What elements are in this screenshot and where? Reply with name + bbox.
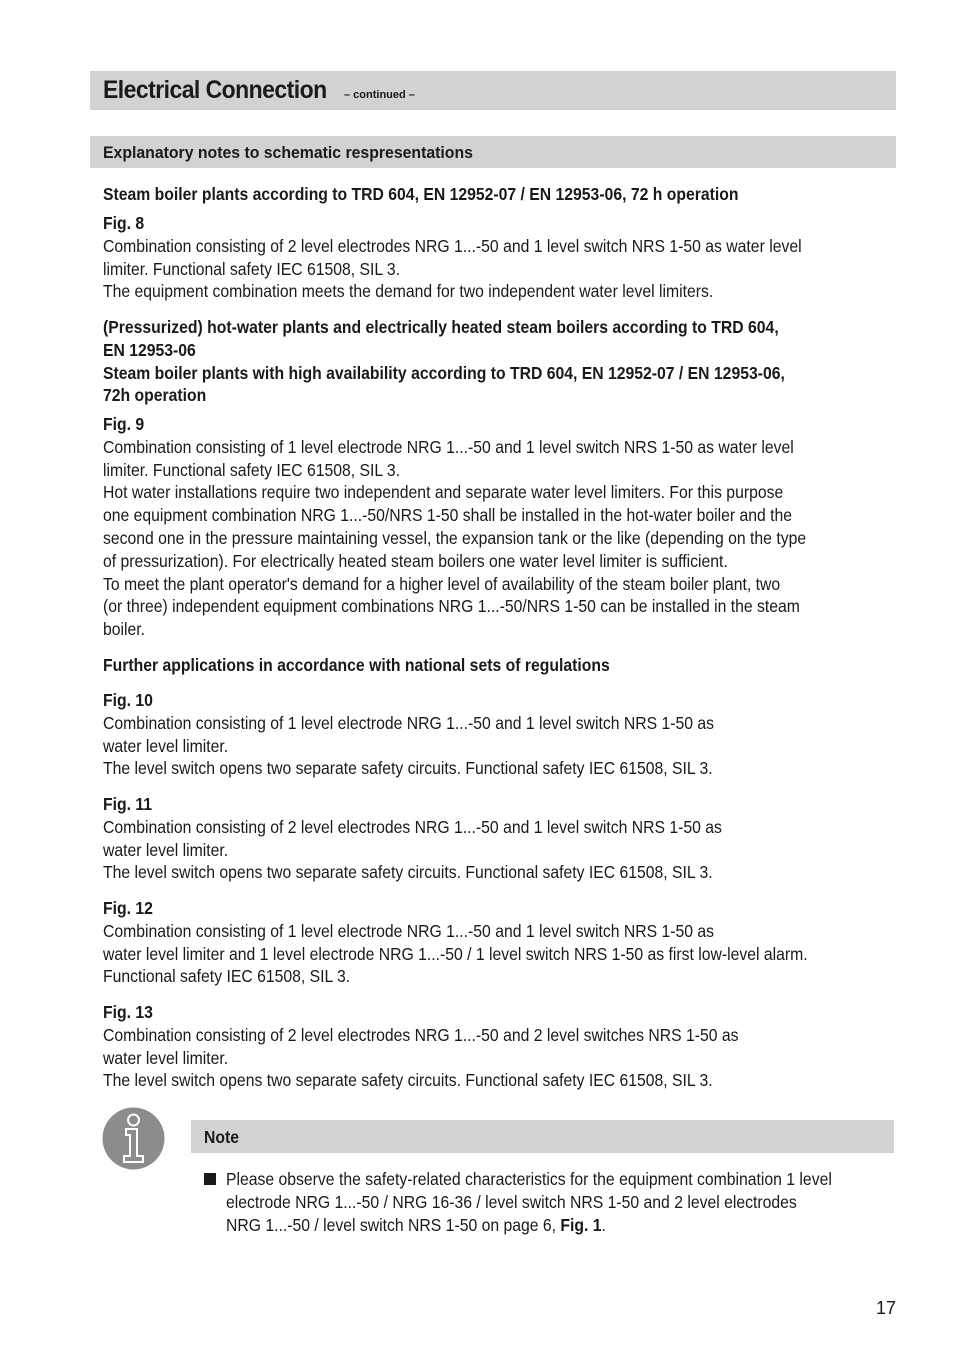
body-line: Combination consisting of 1 level electrode NRG 1...-50 and 1 level switch NRS 1-50 as water level	[103, 436, 794, 457]
note-bar	[191, 1120, 894, 1153]
block-heading: Further applications in accordance with national sets of regulations	[103, 655, 610, 675]
fig-label: Fig. 9	[103, 414, 145, 434]
page-title: Electrical Connection	[103, 76, 327, 104]
block-fig-13	[103, 1001, 882, 1092]
bullet-square-icon	[204, 1173, 216, 1185]
block-heading: Steam boiler plants with high availability according to TRD 604, EN 12952-07 / EN 12953-06,	[103, 362, 785, 383]
fig-label: Fig. 12	[103, 898, 153, 918]
note-line-text: NRG 1...-50 / level switch NRS 1-50 on page 6,	[226, 1214, 561, 1235]
block-further-applications	[103, 654, 882, 677]
body-line: Combination consisting of 1 level electrode NRG 1...-50 and 1 level switch NRS 1-50 as	[103, 920, 715, 941]
body-line: water level limiter.	[103, 839, 229, 860]
fig-reference: Fig. 1	[560, 1214, 602, 1235]
body-line: of pressurization). For electrically heated steam boilers one water level limiter is sufficient.	[103, 550, 728, 571]
header-bar	[90, 71, 896, 110]
body-line: water level limiter and 1 level electrode NRG 1...-50 / 1 level switch NRS 1-50 as first low-level alarm.	[103, 943, 808, 964]
body-line: To meet the plant operator's demand for a higher level of availability of the steam boiler plant, two	[103, 573, 781, 594]
body-line: The level switch opens two separate safety circuits. Functional safety IEC 61508, SIL 3.	[103, 862, 713, 883]
body-line: (or three) independent equipment combinations NRG 1...-50/NRS 1-50 can be installed in the steam	[103, 596, 800, 617]
note-line	[226, 1214, 892, 1237]
page-subtitle: – continued –	[344, 89, 415, 101]
section-bar	[90, 136, 896, 168]
note-title: Note	[204, 1127, 240, 1147]
body-line: limiter. Functional safety IEC 61508, SIL 3.	[103, 459, 401, 480]
block-fig-8	[103, 212, 882, 303]
block-heading: (Pressurized) hot-water plants and electrically heated steam boilers according to TRD 604,	[103, 317, 779, 337]
body-line: Combination consisting of 2 level electrodes NRG 1...-50 and 1 level switch NRS 1-50 as	[103, 816, 722, 837]
block-fig-11	[103, 793, 882, 884]
body-line: Combination consisting of 2 level electrodes NRG 1...-50 and 2 level switches NRS 1-50 as	[103, 1024, 739, 1045]
body-line: water level limiter.	[103, 1047, 229, 1068]
section-title: Explanatory notes to schematic respresentations	[103, 143, 473, 162]
body-line: boiler.	[103, 619, 146, 640]
body-line: The level switch opens two separate safety circuits. Functional safety IEC 61508, SIL 3.	[103, 758, 713, 779]
block-heading: EN 12953-06	[103, 339, 196, 360]
body-line: Combination consisting of 2 level electrodes NRG 1...-50 and 1 level switch NRS 1-50 as water level	[103, 235, 802, 256]
info-icon	[102, 1107, 165, 1170]
body-line: Functional safety IEC 61508, SIL 3.	[103, 966, 351, 987]
block-fig-10	[103, 689, 882, 780]
block-steam-boiler-72h	[103, 183, 882, 206]
block-heading: Steam boiler plants according to TRD 604, EN 12952-07 / EN 12953-06, 72 h operation	[103, 184, 739, 204]
note-line: electrode NRG 1...-50 / NRG 16-36 / level switch NRS 1-50 and 2 level electrodes	[226, 1191, 797, 1212]
body-line: second one in the pressure maintaining vessel, the expansion tank or the like (depending on the type	[103, 527, 807, 548]
body-line: Combination consisting of 1 level electrode NRG 1...-50 and 1 level switch NRS 1-50 as	[103, 712, 715, 733]
block-hot-water-headings	[103, 316, 882, 407]
body-line: water level limiter.	[103, 735, 229, 756]
fig-label: Fig. 10	[103, 690, 153, 710]
body-line: limiter. Functional safety IEC 61508, SIL 3.	[103, 258, 401, 279]
fig-label: Fig. 13	[103, 1002, 153, 1022]
page-number: 17	[876, 1298, 897, 1318]
body-line: Hot water installations require two independent and separate water level limiters. For this purpose	[103, 482, 784, 503]
note-line-end: .	[601, 1214, 606, 1235]
body-line: The level switch opens two separate safety circuits. Functional safety IEC 61508, SIL 3.	[103, 1070, 713, 1091]
note-line: Please observe the safety-related characteristics for the equipment combination 1 level	[226, 1169, 832, 1189]
block-fig-9	[103, 413, 882, 641]
fig-label: Fig. 8	[103, 213, 145, 233]
fig-label: Fig. 11	[103, 794, 153, 814]
body-line: one equipment combination NRG 1...-50/NRS 1-50 shall be installed in the hot-water boiler and the	[103, 505, 793, 526]
note-text	[226, 1168, 892, 1236]
block-heading: 72h operation	[103, 385, 207, 406]
body-line: The equipment combination meets the demand for two independent water level limiters.	[103, 281, 714, 302]
block-fig-12	[103, 897, 882, 988]
